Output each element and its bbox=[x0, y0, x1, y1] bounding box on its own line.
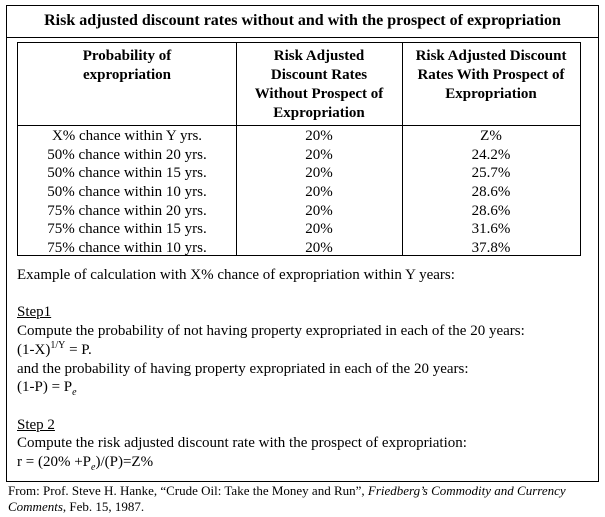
probability-cell: 50% chance within 20 yrs. bbox=[47, 146, 207, 163]
probability-cell: X% chance within Y yrs. bbox=[51, 128, 203, 144]
document-frame bbox=[6, 5, 599, 482]
step1-formula: $(1-X)^{1/Y} = P$. bbox=[17, 339, 92, 358]
document-title: Risk adjusted discount rates without and with the prospect of expropriation bbox=[7, 8, 598, 38]
table-row bbox=[18, 127, 580, 146]
table-row bbox=[18, 239, 580, 258]
rate-with-cell: 28.6% bbox=[471, 202, 511, 219]
rate-without-cell: 20% bbox=[305, 202, 333, 219]
rate-with-cell: Z% bbox=[480, 128, 502, 144]
rate-without-cell: 20% bbox=[305, 128, 333, 144]
probability-cell: 75% chance within 15 yrs. bbox=[47, 221, 207, 238]
step1-description: Compute the probability of not having property expropriated in each of the 20 years: bbox=[17, 323, 525, 340]
rate-with-cell: 28.6% bbox=[471, 184, 511, 201]
step1-title: Step1 bbox=[17, 304, 52, 321]
rate-without-cell: 20% bbox=[305, 240, 333, 257]
table-body bbox=[18, 127, 580, 258]
rate-without-cell: 20% bbox=[305, 184, 333, 201]
rate-with-cell: 24.2% bbox=[471, 146, 511, 163]
header-divider bbox=[18, 125, 580, 126]
probability-cell: 50% chance within 15 yrs. bbox=[47, 165, 207, 182]
rate-without-cell: 20% bbox=[305, 221, 333, 238]
table-row bbox=[18, 146, 580, 165]
source-citation: From: Prof. Steve H. Hanke, “Crude Oil: Take the Money and Run”, Friedberg’s Commodity and Currency Comments, Feb. 15, 1987. bbox=[8, 483, 566, 514]
table-row bbox=[18, 220, 580, 239]
rate-with-cell: 31.6% bbox=[471, 221, 511, 238]
step2-formula: $r = (20\% +P_e)/(P)=Z\%$ bbox=[17, 454, 154, 473]
rate-with-cell: 37.8% bbox=[471, 240, 511, 257]
step2-title: Step 2 bbox=[17, 416, 55, 433]
example-intro: Example of calculation with X% chance of expropriation within Y years: bbox=[17, 267, 455, 283]
header-with-expropriation: Risk Adjusted Discount Rates With Prospect of Expropriation bbox=[415, 48, 567, 102]
header-without-expropriation: Risk Adjusted Discount Rates Without Prospect of Expropriation bbox=[254, 48, 384, 121]
step1-formula-2: $(1-P) = P_e$ bbox=[17, 379, 77, 399]
table-row bbox=[18, 183, 580, 202]
rate-with-cell: 25.7% bbox=[471, 165, 511, 182]
probability-cell: 75% chance within 20 yrs. bbox=[47, 202, 207, 219]
header-probability: Probability of expropriation bbox=[82, 48, 172, 83]
step2-description: Compute the risk adjusted discount rate with the prospect of expropriation: bbox=[17, 435, 467, 452]
calculation-example bbox=[17, 266, 595, 472]
probability-cell: 75% chance within 10 yrs. bbox=[47, 240, 207, 257]
rate-without-cell: 20% bbox=[305, 165, 333, 182]
table-row bbox=[18, 202, 580, 221]
step1-description-2: and the probability of having property expropriated in each of the 20 years: bbox=[17, 360, 469, 377]
table-row bbox=[18, 164, 580, 183]
probability-cell: 50% chance within 10 yrs. bbox=[47, 184, 207, 201]
rates-table bbox=[17, 42, 581, 256]
rate-without-cell: 20% bbox=[305, 146, 333, 163]
